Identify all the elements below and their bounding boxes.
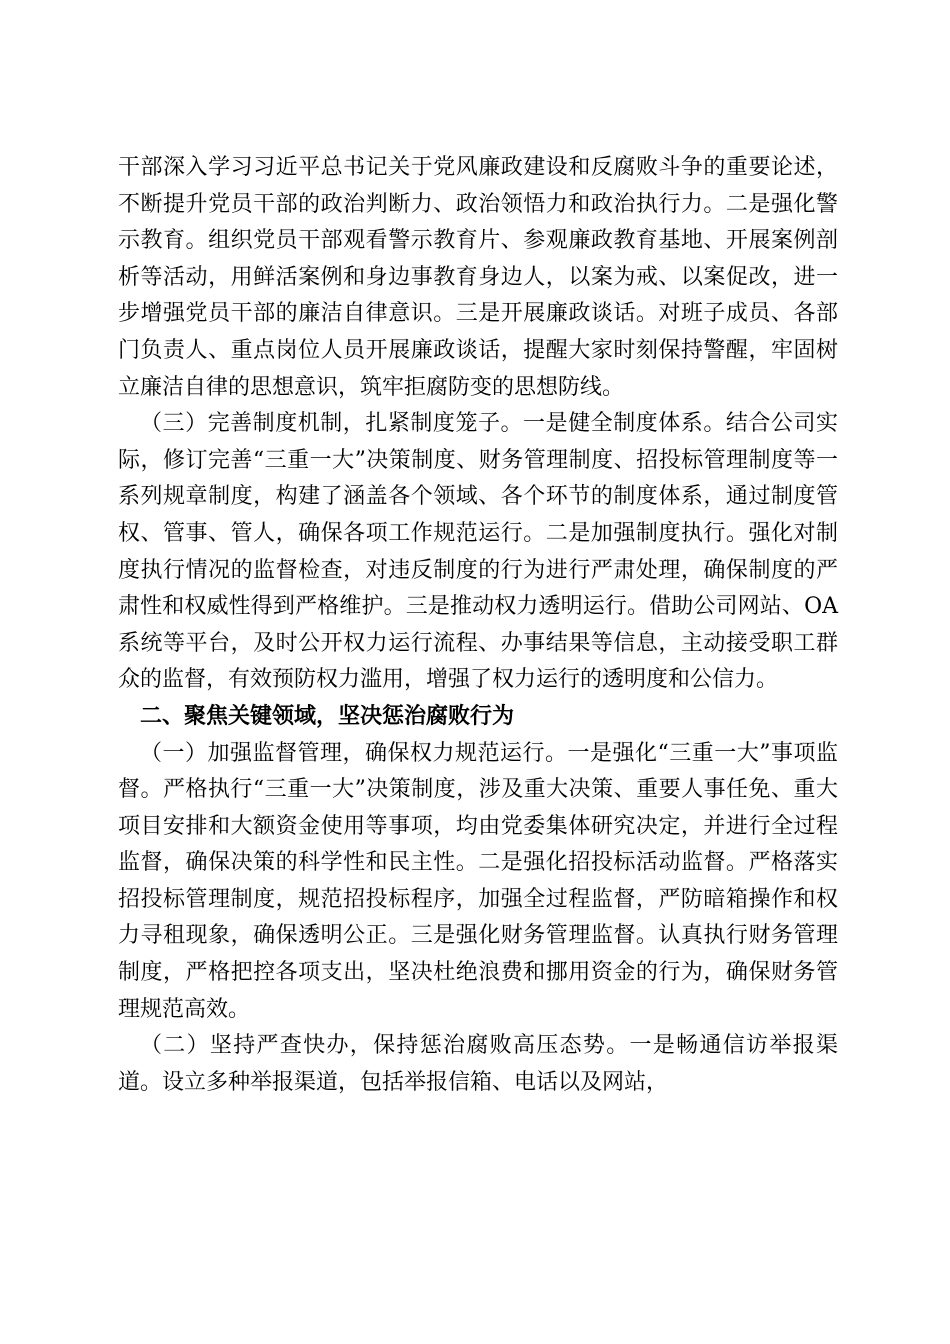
body-paragraph-institution-mechanism: （三）完善制度机制，扎紧制度笼子。一是健全制度体系。结合公司实际，修订完善“三重一大”决策制度、财务管理制度、招投标管理制度等一系列规章制度，构建了涵盖各个领域、各个环节的制度体系，通过制度管权、管事、管人，确保各项工作规范运行。二是加强制度执行。强化对制度执行情况的监督检查，对违反制度的行为进行严肃处理，确保制度的严肃性和权威性得到严格维护。三是推动权力透明运行。借助公司网站、OA 系统等平台，及时公开权力运行流程、办事结果等信息，主动接受职工群众的监督，有效预防权力滥用，增强了权力运行的透明度和公信力。 xyxy=(118,411,838,693)
document-page xyxy=(118,150,838,1101)
body-paragraph-continuation: 干部深入学习习近平总书记关于党风廉政建设和反腐败斗争的重要论述，不断提升党员干部的政治判断力、政治领悟力和政治执行力。二是强化警示教育。组织党员干部观看警示教育片、参观廉政教育基地、开展案例剖析等活动，用鲜活案例和身边事教育身边人，以案为戒、以案促改，进一步增强党员干部的廉洁自律意识。三是开展廉政谈话。对班子成员、各部门负责人、重点岗位人员开展廉政谈话，提醒大家时刻保持警醒，牢固树立廉洁自律的思想意识，筑牢拒腐防变的思想防线。 xyxy=(118,155,838,400)
body-paragraph-supervision: （一）加强监督管理，确保权力规范运行。一是强化“三重一大”事项监督。严格执行“三重一大”决策制度，涉及重大决策、重要人事任免、重大项目安排和大额资金使用等事项，均由党委集体研究决定，并进行全过程监督，确保决策的科学性和民主性。二是强化招投标活动监督。严格落实招投标管理制度，规范招投标程序，加强全过程监督，严防暗箱操作和权力寻租现象，确保透明公正。三是强化财务管理监督。认真执行财务管理制度，严格把控各项支出，坚决杜绝浪费和挪用资金的行为，确保财务管理规范高效。 xyxy=(118,740,838,1022)
section-heading-2: 二、聚焦关键领域，坚决惩治腐败行为 xyxy=(140,703,515,729)
body-paragraph-strict-investigation: （二）坚持严查快办，保持惩治腐败高压态势。一是畅通信访举报渠道。设立多种举报渠道，包括举报信箱、电话以及网站， xyxy=(118,1033,838,1095)
